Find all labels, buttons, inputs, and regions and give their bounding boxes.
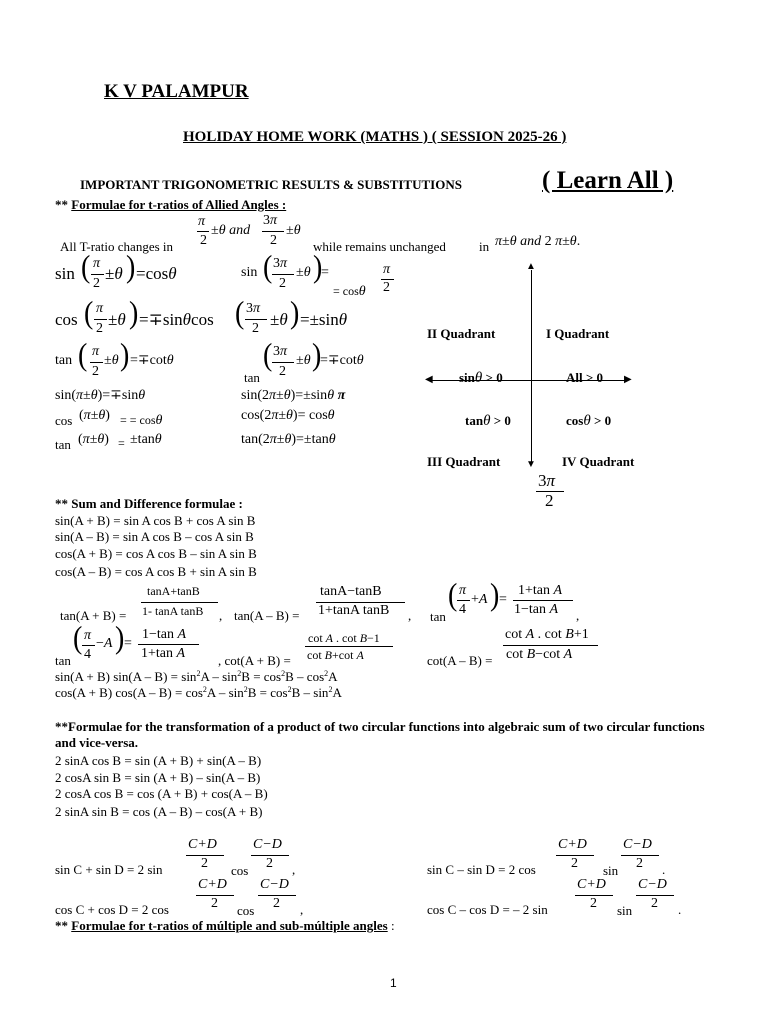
formula-text: =∓sinθcos xyxy=(139,310,214,329)
tan-diff-label: tan(A – B) = xyxy=(234,608,300,623)
pi-over-2-denominator: 2 xyxy=(200,233,207,248)
formula-text: cos(2π±θ)= cosθ xyxy=(241,408,335,423)
multiple-angles-heading: ** Formulae for t-ratios of múltiple and sub-múltiple angles : xyxy=(55,918,395,933)
left-paren: ( xyxy=(84,295,94,332)
left-arrow-icon: ◀ xyxy=(425,374,433,385)
plus-minus-theta: ±θ xyxy=(286,223,301,238)
sin-word: sin xyxy=(617,903,633,918)
cot-sum-label: , cot(A + B) = xyxy=(218,653,291,668)
sum-formula-line: cos(A + B) = cos A cos B – sin A sin B xyxy=(55,546,257,561)
fraction-bar xyxy=(272,274,294,275)
frac-denominator: 4 xyxy=(84,647,91,662)
fraction-bar xyxy=(141,602,218,603)
pi-plus-minus-theta: π±θ and 2 π±θ. xyxy=(495,234,581,249)
pi-over-2-numerator: π xyxy=(198,214,206,229)
allied-heading: ** Formulae for t-ratios of Allied Angles : xyxy=(55,197,287,212)
allied-intro-text-2: while remains unchanged xyxy=(313,239,446,254)
frac-numerator: 3π xyxy=(273,344,288,359)
sin-word: sin xyxy=(603,863,619,878)
fraction-bar xyxy=(262,231,284,232)
transform-line: 2 sinA cos B = sin (A + B) + sin(A – B) xyxy=(55,753,262,768)
frac-denominator: 4 xyxy=(459,602,466,617)
frac-numerator: 3π xyxy=(273,256,288,271)
sin-positive-label: sinθ > 0 xyxy=(459,370,503,386)
three-pi-denominator: 2 xyxy=(545,491,554,510)
frac-denominator: 2 xyxy=(590,896,597,911)
right-paren: ) xyxy=(290,295,300,332)
formula-text: ±θ xyxy=(104,353,119,368)
frac-denominator: 1+tan A xyxy=(141,646,186,661)
right-paren: ) xyxy=(313,249,323,286)
formula-text: =cosθ xyxy=(136,264,177,283)
fraction-bar xyxy=(94,319,107,320)
period: . xyxy=(678,902,682,917)
left-paren: ( xyxy=(81,249,91,286)
fraction-bar xyxy=(82,645,95,646)
sum-formula-line: sin(A + B) = sin A cos B + cos A sin B xyxy=(55,513,256,528)
right-paren: ) xyxy=(120,337,130,374)
frac-numerator: π xyxy=(96,301,104,316)
formula-text: = cosθ xyxy=(333,284,366,299)
tan-label: tan xyxy=(55,653,71,668)
period: . xyxy=(662,862,666,877)
frac-numerator: cot A . cot B+1 xyxy=(505,627,589,642)
formula-text: ±θ xyxy=(270,310,288,329)
frac-denominator: cot B−cot A xyxy=(506,647,573,662)
cosC-plus-label: cos C + cos D = 2 cos xyxy=(55,902,169,917)
frac-numerator: π xyxy=(383,262,391,277)
frac-denominator: 2 xyxy=(211,896,218,911)
transform-line: 2 cosA sin B = sin (A + B) – sin(A – B) xyxy=(55,770,261,785)
frac-denominator: 2 xyxy=(96,321,103,336)
fraction-bar xyxy=(138,644,199,645)
cos-word: cos xyxy=(237,903,255,918)
frac-numerator: C+D xyxy=(198,877,227,892)
document-subtitle: IMPORTANT TRIGONOMETRIC RESULTS & SUBSTITUTIONS xyxy=(80,177,462,192)
formula-text: (π±θ) xyxy=(78,432,109,447)
formula-text: +A xyxy=(471,592,488,607)
cos-label: cos xyxy=(55,310,78,329)
down-arrow-icon: ▼ xyxy=(526,459,536,470)
frac-denominator: cot B+cot A xyxy=(307,648,364,662)
fraction-bar xyxy=(245,319,267,320)
tan-label: tan xyxy=(244,370,260,385)
tan-sum-label: tan(A + B) = xyxy=(60,608,127,623)
frac-denominator: 2 xyxy=(279,276,286,291)
formula-text: cos xyxy=(55,413,73,428)
allied-intro-text: All T-ratio changes in xyxy=(60,239,174,254)
frac-numerator: tanA−tanB xyxy=(320,584,382,599)
formula-text: = xyxy=(321,265,329,280)
frac-numerator: π xyxy=(459,583,467,598)
transformation-heading: **Formulae for the transformation of a product of two circular functions into algebraic sum of two circular functions and vice-versa. xyxy=(55,719,705,750)
document-title: HOLIDAY HOME WORK (MATHS ) ( SESSION 2025-26 ) xyxy=(183,129,567,145)
formula-text: =∓cotθ xyxy=(320,353,364,368)
learn-all-banner: ( Learn All ) xyxy=(542,167,674,194)
frac-numerator: cot A . cot B−1 xyxy=(308,631,380,645)
sum-formula-line: cos(A – B) = cos A cos B + sin A sin B xyxy=(55,564,257,579)
frac-denominator: 2 xyxy=(273,896,280,911)
cos-positive-label: cosθ > 0 xyxy=(566,413,612,429)
formula-text: tan xyxy=(55,437,71,452)
fraction-bar xyxy=(272,362,294,363)
fraction-bar xyxy=(513,600,573,601)
sin-label: sin xyxy=(55,264,75,283)
formula-text: (π±θ) xyxy=(79,408,110,423)
frac-denominator: 2 xyxy=(92,364,99,379)
frac-numerator: C−D xyxy=(260,877,289,892)
fraction-bar xyxy=(197,231,209,232)
frac-numerator: C+D xyxy=(577,877,606,892)
frac-numerator: 3π xyxy=(246,301,261,316)
formula-text: ±tanθ xyxy=(130,432,162,447)
formula-text: = xyxy=(124,636,132,651)
frac-denominator: 2 xyxy=(201,856,208,871)
left-paren: ( xyxy=(73,620,83,657)
quadrant-1-label: I Quadrant xyxy=(546,326,610,341)
frac-denominator: 1−tan A xyxy=(514,602,559,617)
frac-denominator: 1+tanA tanB xyxy=(318,603,390,618)
left-paren: ( xyxy=(78,337,88,374)
cos-word: cos xyxy=(231,863,249,878)
formula-text: −A xyxy=(96,636,113,651)
right-paren: ) xyxy=(490,577,500,614)
comma: , xyxy=(300,902,304,917)
transform-line: 2 sinA sin B = cos (A – B) – cos(A + B) xyxy=(55,804,263,819)
page-number: 1 xyxy=(390,976,397,990)
tan-positive-label: tanθ > 0 xyxy=(465,413,511,429)
sinC-plus-label: sin C + sin D = 2 sin xyxy=(55,862,163,877)
comma: , xyxy=(408,608,412,623)
all-positive-label: All > 0 xyxy=(566,370,604,385)
sinC-minus-label: sin C – sin D = 2 cos xyxy=(427,862,536,877)
frac-numerator: C−D xyxy=(253,837,282,852)
left-paren: ( xyxy=(263,337,273,374)
sum-difference-heading: ** Sum and Difference formulae : xyxy=(55,496,243,511)
formula-text: ±θ xyxy=(296,265,311,280)
left-paren: ( xyxy=(263,249,273,286)
quadrant-4-label: IV Quadrant xyxy=(562,454,635,469)
formula-text: sin(A + B) $\sin(A - B) = \sin^2A - \sin^2B = \cos^2B - \cos^2A$ xyxy=(55,669,338,684)
fraction-bar xyxy=(90,362,103,363)
cot-diff-label: cot(A – B) = xyxy=(427,653,493,668)
frac-denominator: 1- tanA tanB xyxy=(142,604,204,618)
tan-label: tan xyxy=(55,353,73,368)
formula-text: cos(A + B) $\cos(A - B) = \cos^2A - \sin^2B = \cos^2B - \sin^2A$ xyxy=(55,685,342,700)
right-paren: ) xyxy=(115,620,125,657)
tan-label: tan xyxy=(430,609,446,624)
vertical-axis xyxy=(531,270,532,465)
formula-text: = xyxy=(118,436,125,450)
frac-denominator: 2 xyxy=(651,896,658,911)
cosC-minus-label: cos C – cos D = – 2 sin xyxy=(427,902,548,917)
transform-line: 2 cosA cos B = cos (A + B) + cos(A – B) xyxy=(55,786,268,801)
frac-denominator: 2 xyxy=(383,280,390,295)
formula-text: =∓cotθ xyxy=(130,353,174,368)
frac-numerator: C−D xyxy=(638,877,667,892)
frac-numerator: π xyxy=(84,628,92,643)
formula-text: tan(2π±θ)=±tanθ xyxy=(241,432,336,447)
frac-numerator: C+D xyxy=(188,837,217,852)
allied-intro-text-3: in xyxy=(479,239,490,254)
frac-numerator: C+D xyxy=(558,837,587,852)
frac-numerator: C−D xyxy=(623,837,652,852)
formula-text: sin(2π±θ)=±sinθ π xyxy=(241,388,346,403)
sum-formula-line: sin(A – B) = sin A cos B – cos A sin B xyxy=(55,529,254,544)
plus-minus-theta: ±θ and xyxy=(211,223,251,238)
three-pi-numerator: 3π xyxy=(538,471,556,490)
left-paren: ( xyxy=(448,577,458,614)
three-pi-over-2-numerator: 3π xyxy=(263,213,278,228)
comma: , xyxy=(292,862,296,877)
formula-text: =±sinθ xyxy=(300,310,348,329)
three-pi-over-2-denominator: 2 xyxy=(270,233,277,248)
left-paren: ( xyxy=(235,295,245,332)
frac-denominator: 2 xyxy=(266,856,273,871)
quadrant-2-label: II Quadrant xyxy=(427,326,496,341)
comma: , xyxy=(576,608,580,623)
frac-denominator: 2 xyxy=(93,276,100,291)
right-arrow-icon: ▶ xyxy=(624,374,632,385)
school-name: K V PALAMPUR xyxy=(104,81,249,102)
comma: , xyxy=(219,608,223,623)
up-arrow-icon: ▲ xyxy=(526,261,536,272)
formula-text: = = cosθ xyxy=(120,413,163,428)
formula-text: ±θ xyxy=(105,264,123,283)
right-paren: ) xyxy=(129,295,139,332)
formula-text: ±θ xyxy=(108,310,126,329)
formula-text: sin(π±θ)=∓sinθ xyxy=(55,388,146,403)
right-paren: ) xyxy=(312,337,322,374)
frac-numerator: 1+tan A xyxy=(518,583,563,598)
frac-denominator: 2 xyxy=(571,856,578,871)
frac-denominator: 2 xyxy=(636,856,643,871)
formula-text: ±θ xyxy=(296,353,311,368)
fraction-bar xyxy=(305,646,393,647)
frac-numerator: π xyxy=(92,344,100,359)
frac-denominator: 2 xyxy=(252,321,259,336)
frac-numerator: 1−tan A xyxy=(142,627,187,642)
sin-label: sin xyxy=(241,265,258,280)
formula-text: = xyxy=(499,592,507,607)
fraction-bar xyxy=(91,274,104,275)
frac-numerator: tanA+tanB xyxy=(147,584,200,598)
fraction-bar xyxy=(457,600,470,601)
frac-numerator: π xyxy=(93,256,101,271)
quadrant-3-label: III Quadrant xyxy=(427,454,501,469)
right-paren: ) xyxy=(126,249,136,286)
fraction-bar xyxy=(503,645,598,646)
frac-denominator: 2 xyxy=(279,364,286,379)
